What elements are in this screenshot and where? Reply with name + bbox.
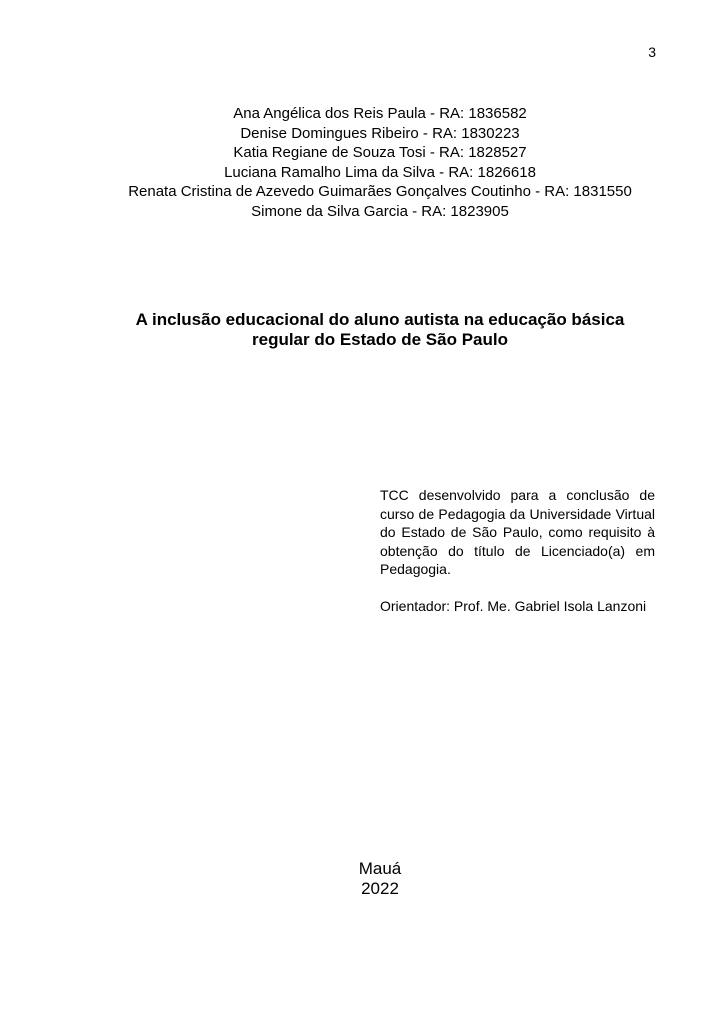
author-line: Denise Domingues Ribeiro - RA: 1830223 xyxy=(240,124,520,142)
title-line-2: regular do Estado de São Paulo xyxy=(252,330,508,349)
city: Mauá xyxy=(358,859,402,878)
author-line: Ana Angélica dos Reis Paula - RA: 1836582 xyxy=(233,105,527,122)
advisor-line: Orientador: Prof. Me. Gabriel Isola Lanzoni xyxy=(380,597,647,614)
author-list xyxy=(60,104,700,221)
author-line: Simone da Silva Garcia - RA: 1823905 xyxy=(251,202,509,220)
author-line: Luciana Ramalho Lima da Silva - RA: 1826618 xyxy=(224,163,536,181)
author-line: Renata Cristina de Azevedo Guimarães Gonçalves Coutinho - RA: 1831550 xyxy=(128,183,632,200)
year: 2022 xyxy=(361,879,399,898)
work-nature-text: TCC desenvolvido para a conclusão de curso de Pedagogia da Universidade Virtual do Estado de São Paulo, como requisito à obtenção do título de Licenciado(a) em Pedagogia. xyxy=(380,487,655,577)
title-line-1: A inclusão educacional do aluno autista na educação básica xyxy=(135,310,625,329)
place-and-date xyxy=(280,859,480,899)
page-number: 3 xyxy=(648,44,656,60)
work-nature-block xyxy=(380,486,655,615)
author-line: Katia Regiane de Souza Tosi - RA: 1828527 xyxy=(233,144,527,161)
document-title xyxy=(90,310,670,350)
